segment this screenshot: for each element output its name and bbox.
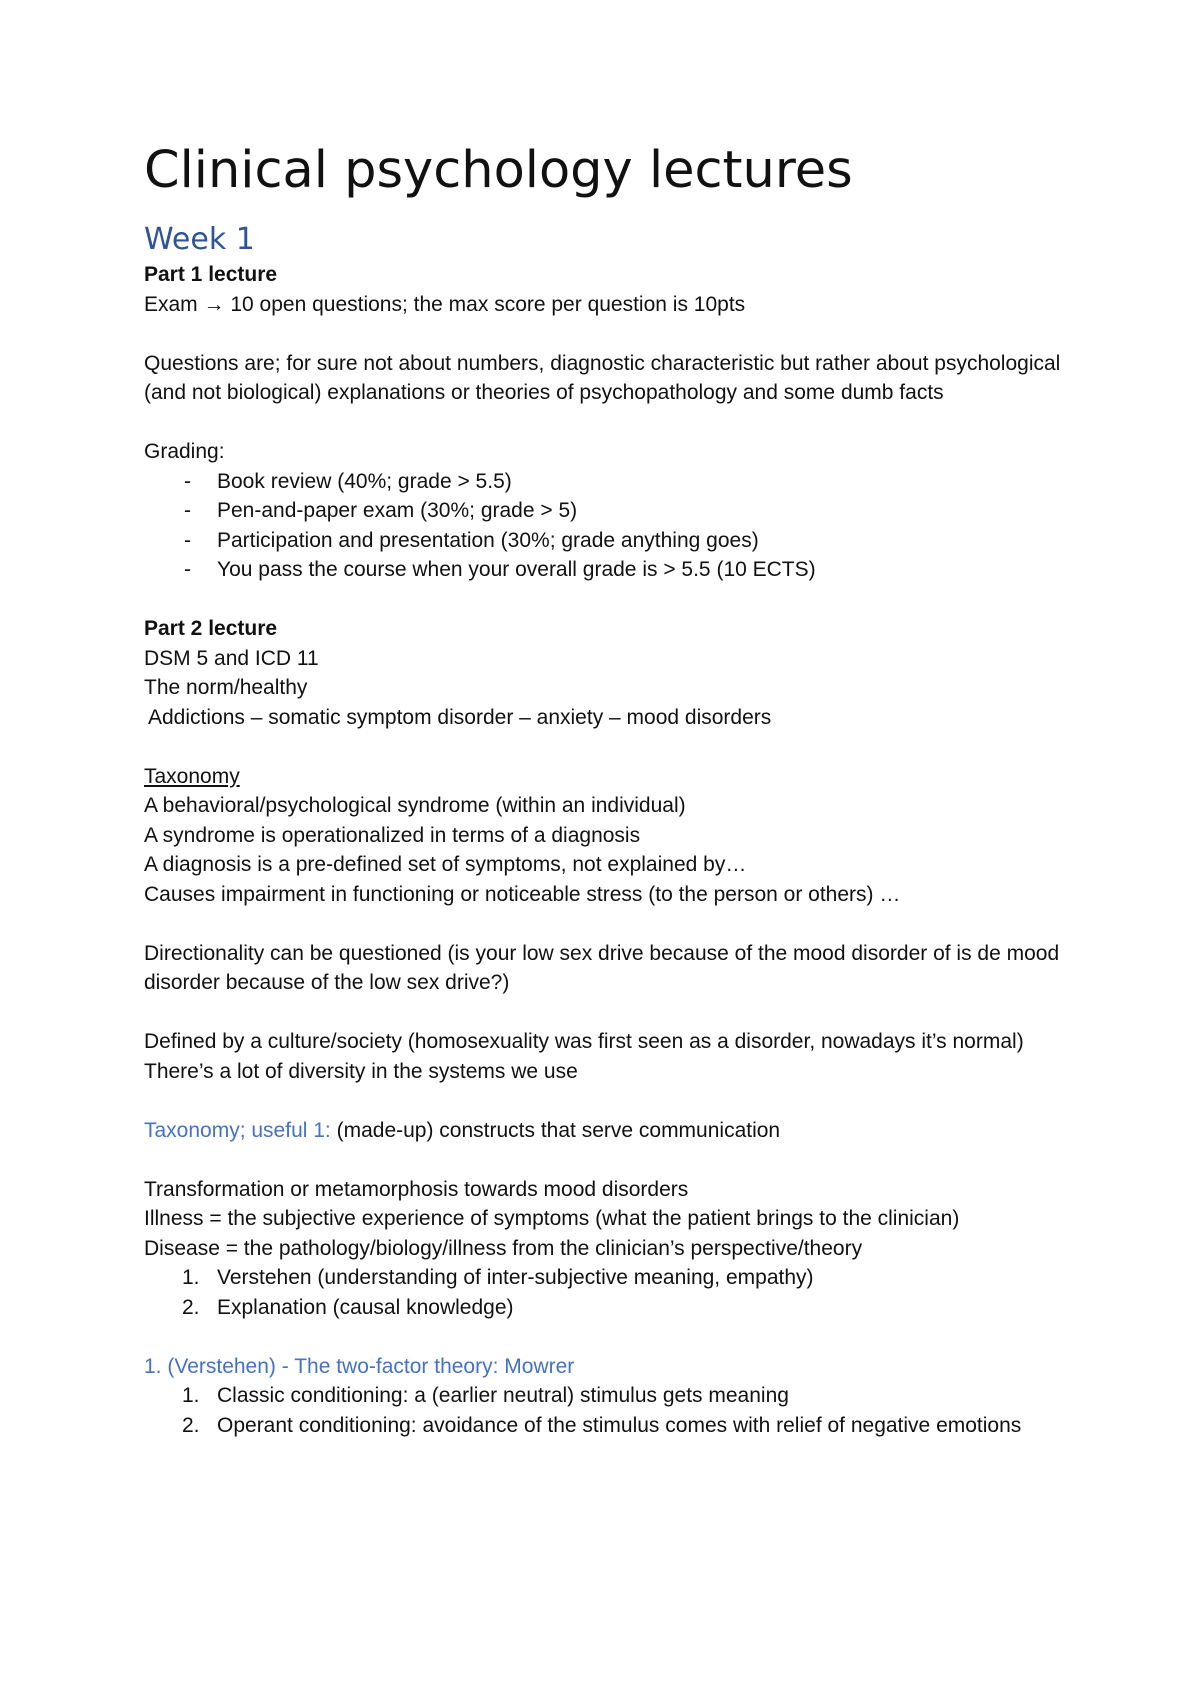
- useful-text: (made-up) constructs that serve communication: [330, 1118, 781, 1142]
- spacer: [144, 1145, 1080, 1175]
- list-item: [144, 1293, 1080, 1323]
- text-line: Transformation or metamorphosis towards mood disorders: [144, 1177, 689, 1201]
- list-item-text: You pass the course when your overall grade is > 5.5 (10 ECTS): [217, 558, 816, 581]
- spacer: [144, 998, 1080, 1028]
- list-item: [144, 1411, 1080, 1441]
- list-item-text: Operant conditioning: avoidance of the stimulus comes with relief of negative emotions: [217, 1413, 1022, 1437]
- text-line: DSM 5 and ICD 11: [144, 646, 319, 670]
- text-line: A diagnosis is a pre-defined set of symptoms, not explained by…: [144, 853, 747, 876]
- list-item-text: Classic conditioning: a (earlier neutral) stimulus gets meaning: [217, 1384, 789, 1407]
- text-line: Disease = the pathology/biology/illness from the clinician’s perspective/theory: [144, 1236, 863, 1260]
- list-item: [144, 555, 1080, 585]
- taxonomy-heading: Taxonomy: [144, 764, 240, 788]
- dash-marker: -: [184, 469, 191, 493]
- text-line: A syndrome is operationalized in terms of a diagnosis: [144, 823, 641, 847]
- list-item-text: Pen-and-paper exam (30%; grade > 5): [217, 499, 578, 522]
- text-line: Causes impairment in functioning or noticeable stress (to the person or others) …: [144, 882, 901, 906]
- spacer: [144, 319, 1080, 349]
- list-item-text: Book review (40%; grade > 5.5): [217, 469, 512, 493]
- list-number: 1.: [182, 1266, 200, 1289]
- questions-paragraph: Questions are; for sure not about numbers, diagnostic characteristic but rather about psychological (and not biological) explanations or theories of psychopathology and some dumb facts: [144, 351, 1061, 404]
- spacer: [144, 909, 1080, 939]
- list-item-text: Verstehen (understanding of inter-subjective meaning, empathy): [217, 1266, 814, 1289]
- part2-heading: Part 2 lecture: [144, 617, 278, 640]
- text-line: There’s a lot of diversity in the systems we use: [144, 1059, 578, 1083]
- dash-marker: -: [184, 528, 191, 552]
- dash-marker: -: [184, 499, 191, 522]
- part1-heading: Part 1 lecture: [144, 263, 278, 286]
- mowrer-heading: 1. (Verstehen) - The two-factor theory: Mowrer: [144, 1354, 575, 1378]
- numbered-list: [144, 1381, 1080, 1440]
- document-title: Clinical psychology lectures: [144, 141, 853, 200]
- spacer: [144, 585, 1080, 615]
- directionality-paragraph: Directionality can be questioned (is your low sex drive because of the mood disorder of is de mood disorder because of the low sex drive?): [144, 941, 1060, 994]
- dash-marker: -: [184, 558, 191, 581]
- spacer: [144, 1322, 1080, 1352]
- week-heading: Week 1: [144, 222, 255, 257]
- text-line: A behavioral/psychological syndrome (within an individual): [144, 794, 686, 817]
- spacer: [144, 408, 1080, 438]
- list-item: [144, 467, 1080, 497]
- numbered-list: [144, 1263, 1080, 1322]
- exam-line: Exam → 10 open questions; the max score per question is 10pts: [144, 292, 746, 316]
- list-item-text: Participation and presentation (30%; grade anything goes): [217, 528, 759, 552]
- spacer: [144, 1086, 1080, 1116]
- list-item-text: Explanation (causal knowledge): [217, 1295, 514, 1319]
- list-number: 2.: [182, 1295, 200, 1319]
- text-line: Illness = the subjective experience of symptoms (what the patient brings to the clinician): [144, 1207, 960, 1230]
- grading-label: Grading:: [144, 440, 225, 463]
- grading-list: [144, 467, 1080, 585]
- text-line: The norm/healthy: [144, 676, 308, 699]
- list-item: [144, 1381, 1080, 1411]
- spacer: [144, 732, 1080, 762]
- text-line: Addictions – somatic symptom disorder – anxiety – mood disorders: [148, 705, 772, 729]
- list-item: [144, 526, 1080, 556]
- list-number: 1.: [182, 1384, 200, 1407]
- list-item: [144, 1263, 1080, 1293]
- useful-label: Taxonomy; useful 1:: [144, 1118, 331, 1142]
- list-number: 2.: [182, 1413, 200, 1437]
- culture-paragraph: Defined by a culture/society (homosexuality was first seen as a disorder, nowadays it’s normal): [144, 1030, 1024, 1053]
- useful-line: [144, 1116, 1080, 1146]
- list-item: [144, 496, 1080, 526]
